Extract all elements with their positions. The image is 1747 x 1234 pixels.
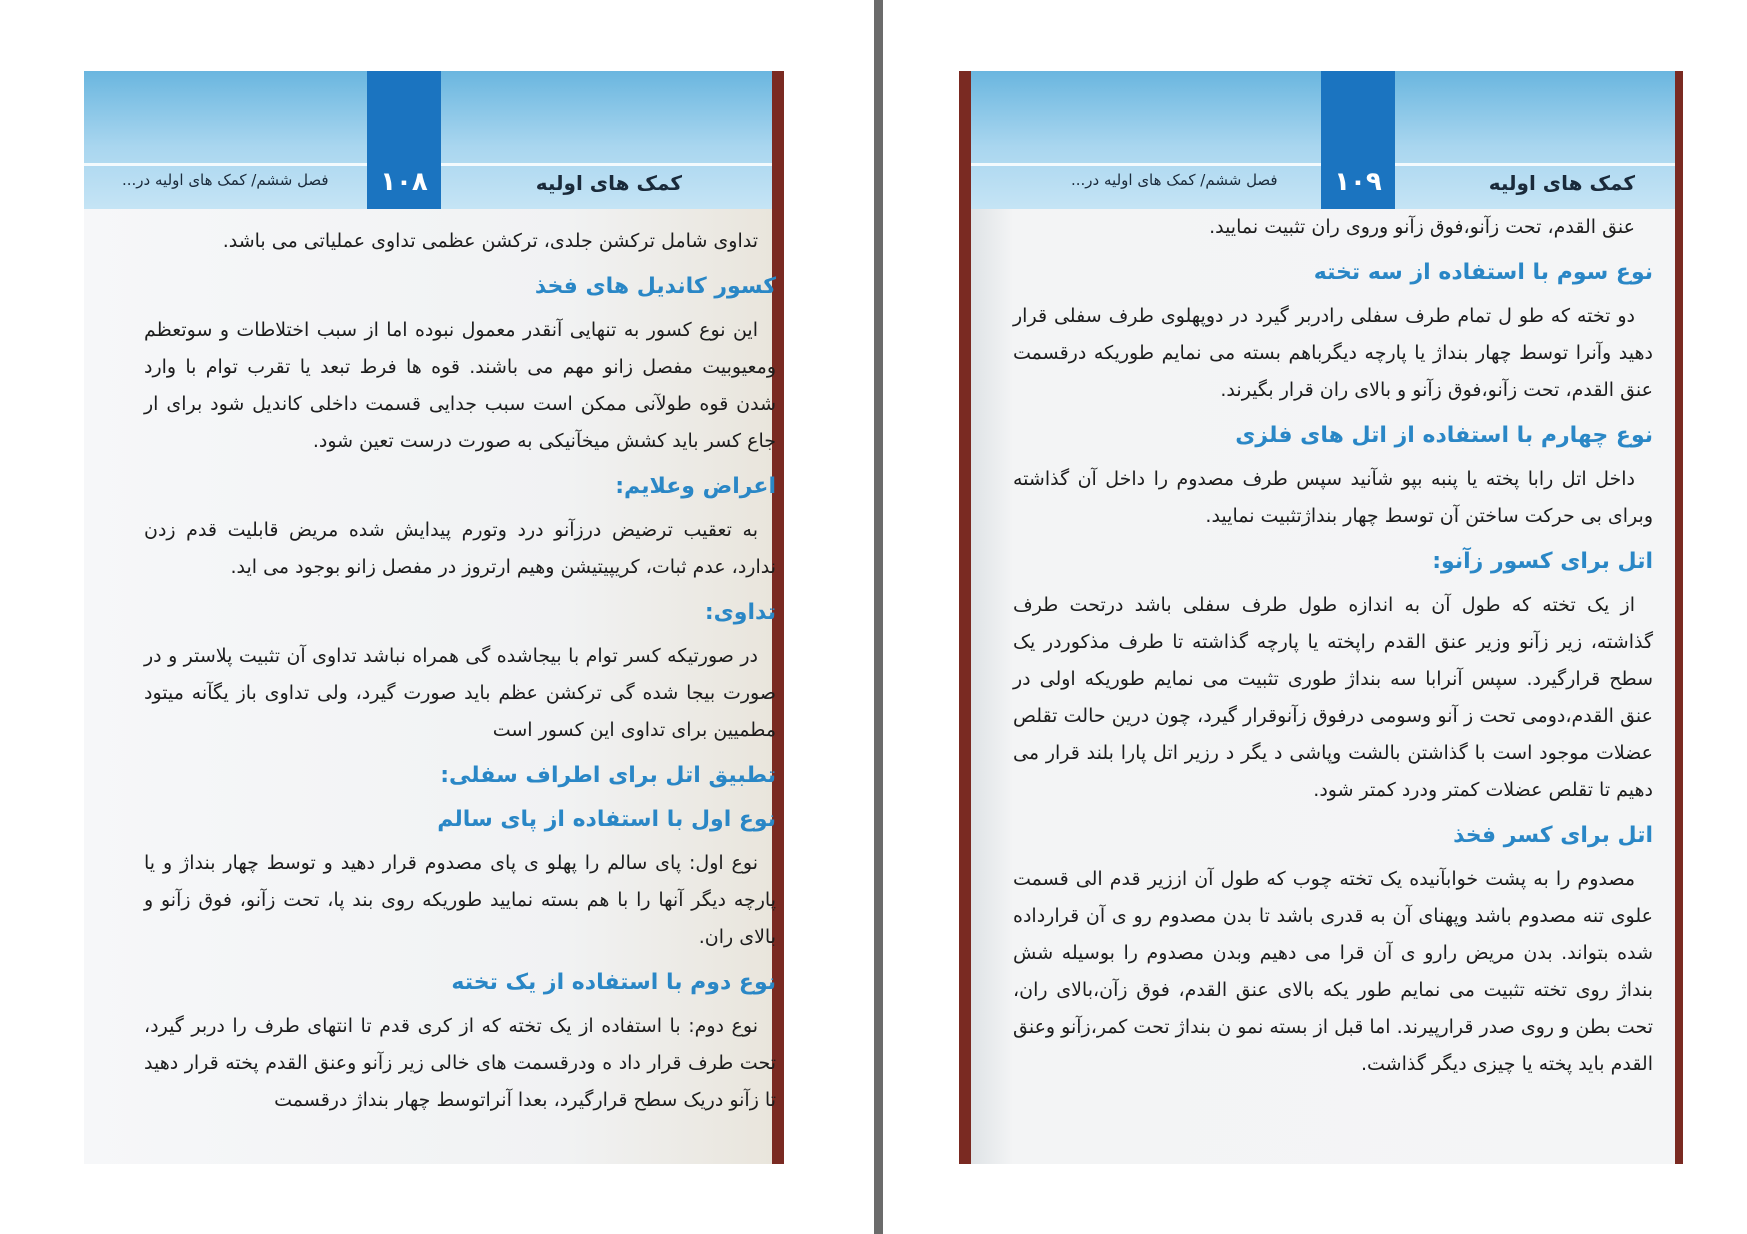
left-page-number: ۱۰۸ — [367, 71, 441, 209]
section-heading: نوع اول با استفاده از پای سالم — [437, 807, 776, 832]
section-heading: تداوی: — [704, 600, 776, 625]
paragraph: نوع دوم: با استفاده از یک تخته که از کری قدم تا انتهای طرف را دربر گیرد، تحت طرف قرار داد ه ودرقسمت های خالی زیر زآنو وعنق القدم پخته قرار دهید تا زآنو دریک سطح قرارگیرد، بعدا آنراتوسط چهار بنداژ درقسمت — [144, 1015, 776, 1111]
section-heading: نوع سوم با استفاده از سه تخته — [1313, 260, 1653, 285]
section-heading: اتل برای کسور زآنو: — [1432, 549, 1653, 574]
section-heading: نوع دوم با استفاده از یک تخته — [451, 970, 776, 995]
right-page — [971, 71, 1675, 1164]
right-book-title: کمک های اولیه — [1488, 171, 1635, 195]
left-page — [84, 71, 776, 1164]
paragraph: عنق القدم، تحت زآنو،فوق زآنو وروی ران تثبیت نمایید. — [1209, 216, 1635, 238]
section-heading: نوع چهارم با استفاده از اتل های فلزی — [1235, 423, 1653, 448]
left-book-title: کمک های اولیه — [535, 171, 682, 195]
paragraph: نوع اول: پای سالم را پهلو ی پای مصدوم قرار دهید و توسط چهار بنداژ و یا پارچه دیگر آنها را با هم بسته نمایید طوریکه روی بند پا، تحت زآنو، فوق زآنو و بالای ران. — [144, 852, 776, 948]
left-chapter-title: فصل ششم/ کمک های اولیه در... — [122, 171, 329, 189]
paragraph: داخل اتل رابا پخته یا پنبه بپو شآنید سپس طرف مصدوم را داخل آن گذاشته وبرای بی حرکت ساختن آن توسط چهار بنداژتثبیت نمایید. — [1013, 468, 1653, 527]
section-heading: اعراض وعلایم: — [615, 474, 776, 499]
section-heading: اتل برای کسر فخذ — [1453, 823, 1653, 848]
section-heading: کسور کاندیل های فخذ — [534, 274, 776, 299]
section-heading: تطبیق اتل برای اطراف سفلی: — [440, 763, 776, 788]
paragraph: مصدوم را به پشت خوابآنیده یک تخته چوب که طول آن اززیر قدم الی قسمت علوی تنه مصدوم باشد وپهنای آن به قدری باشد تا بدن مصدوم رو ی آن قرارداده شده بتواند. بدن مریض رارو ی آن قرا می دهیم وبدن مصدوم را بوسیله شش بنداژ روی تخته تثبیت می نمایم طور یکه بالای عنق القدم، فوق زآن،بالای ران، تحت بطن و روی صدر قرارپیرند. اما قبل از بسته نمو ن بنداژ تحت کمر،زآنو وعنق القدم باید پخته یا چیزی دیگر گذاشت. — [1013, 868, 1653, 1075]
left-body-text — [144, 223, 776, 1125]
paragraph: به تعقیب ترضیض درزآنو درد وتورم پیدایش شده مریض قابلیت قدم زدن ندارد، عدم ثبات، کریپیتیشن وهیم ارتروز در مفصل زانو بوجود می اید. — [144, 519, 776, 578]
paragraph: دو تخته که طو ل تمام طرف سفلی رادربر گیرد در دوپهلوی طرف سفلی قرار دهید وآنرا توسط چهار بنداژ یا پارچه دیگرباهم بسته می نمایم طوریکه درقسمت عنق القدم، تحت زآنو،فوق زآنو و بالای ران قرار بگیرند. — [1013, 305, 1653, 401]
right-chapter-title: فصل ششم/ کمک های اولیه در... — [1071, 171, 1278, 189]
paragraph: این نوع کسور به تنهایی آنقدر معمول نبوده اما از سبب اختلاطات و سوتعظم ومعیوبیت مفصل زانو مهم می باشند. قوه ها فرط تبعد یا تقرب توام با وارد شدن قوه طولآنی ممکن است سبب جدایی قسمت داخلی کاندیل شود برای ار جاع کسر باید کشش میخآنیکی به صورت درست تعین شود. — [144, 319, 776, 452]
right-body-text — [1013, 209, 1653, 1089]
spread-divider — [874, 0, 883, 1234]
right-page-photo — [959, 71, 1683, 1164]
left-page-photo — [84, 71, 784, 1164]
paragraph: تداوی شامل ترکشن جلدی، ترکشن عظمی تداوی عملیاتی می باشد. — [222, 230, 758, 252]
paragraph: از یک تخته که طول آن به اندازه طول طرف سفلی باشد درتحت طرف گذاشته، زیر زآنو وزیر عنق القدم راپخته یا پارچه گذاشته تا طرف مذکوردر یک سطح قرارگیرد. سپس آنرابا سه بنداژ طوری تثبیت می نمایم طوریکه اولی در عنق القدم،دومی تحت ز آنو وسومی درفوق زآنوقرار گیرد، چون درین حالت تقلص عضلات موجود است با گذاشتن بالشت وپاشی د یگر د رزیر اتل پارا بلند قرار می دهیم تا تقلص عضلات کمتر ودرد کمتر شود. — [1013, 594, 1653, 801]
paragraph: در صورتیکه کسر توام با بیجاشده گی همراه نباشد تداوی آن تثبیت پلاستر و در صورت بیجا شده گی ترکشن عظم باید صورت گیرد، ولی تداوی باز یگآنه میتود مطمیین برای تداوی این کسور است — [144, 645, 776, 741]
right-page-number: ۱۰۹ — [1321, 71, 1395, 209]
